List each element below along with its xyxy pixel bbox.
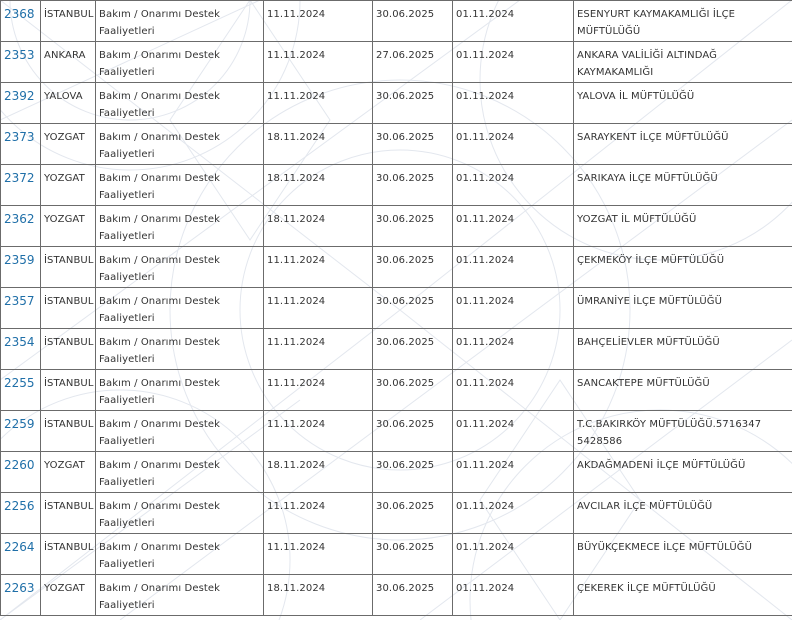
- end-date-cell-text: 30.06.2025: [376, 419, 435, 430]
- row-id-link[interactable]: 2354: [4, 335, 35, 349]
- end-date-cell-text: 27.06.2025: [376, 50, 435, 61]
- end-date-cell-text: 30.06.2025: [376, 460, 435, 471]
- province-cell-text: YOZGAT: [44, 460, 85, 471]
- activity-cell-text: Bakım / Onarımı Destek Faaliyetleri: [99, 419, 221, 447]
- end-date-cell-text: 30.06.2025: [376, 296, 435, 307]
- announce-date-cell: [453, 124, 574, 165]
- institution-cell-text: T.C.BAKIRKÖY MÜFTÜLÜĞÜ.5716347 5428586: [577, 419, 762, 447]
- start-date-cell-text: 11.11.2024: [267, 542, 326, 553]
- start-date-cell-text: 11.11.2024: [267, 91, 326, 102]
- institution-cell-text: BAHÇELİEVLER MÜFTÜLÜĞÜ: [577, 337, 720, 348]
- announce-date-cell: [453, 534, 574, 575]
- start-date-cell: [264, 575, 373, 616]
- row-id-link: [1, 370, 41, 411]
- end-date-cell: [373, 124, 453, 165]
- end-date-cell: [373, 575, 453, 616]
- activity-cell-text: Bakım / Onarımı Destek Faaliyetleri: [99, 542, 221, 570]
- activity-cell: [96, 1, 264, 42]
- end-date-cell: [373, 83, 453, 124]
- province-cell-text: İSTANBUL: [44, 296, 94, 307]
- start-date-cell-text: 11.11.2024: [267, 296, 326, 307]
- end-date-cell-text: 30.06.2025: [376, 378, 435, 389]
- row-id-link[interactable]: 2259: [4, 417, 35, 431]
- table-row: [1, 83, 792, 124]
- table-row: [1, 124, 792, 165]
- start-date-cell: [264, 329, 373, 370]
- institution-cell-text: AVCILAR İLÇE MÜFTÜLÜĞÜ: [577, 501, 713, 512]
- activity-cell: [96, 411, 264, 452]
- institution-cell: [574, 1, 792, 42]
- start-date-cell: [264, 1, 373, 42]
- start-date-cell: [264, 452, 373, 493]
- institution-cell-text: ÇEKMEKÖY İLÇE MÜFTÜLÜĞÜ: [577, 255, 725, 266]
- row-id-link: [1, 1, 41, 42]
- activity-cell: [96, 575, 264, 616]
- table-row: [1, 288, 792, 329]
- table-row: [1, 534, 792, 575]
- announce-date-cell: [453, 1, 574, 42]
- activity-cell-text: Bakım / Onarımı Destek Faaliyetleri: [99, 214, 221, 242]
- institution-cell: [574, 83, 792, 124]
- institution-cell-text: YALOVA İL MÜFTÜLÜĞÜ: [577, 91, 695, 102]
- end-date-cell-text: 30.06.2025: [376, 132, 435, 143]
- start-date-cell: [264, 247, 373, 288]
- institution-cell-text: SARAYKENT İLÇE MÜFTÜLÜĞÜ: [577, 132, 729, 143]
- start-date-cell: [264, 165, 373, 206]
- activity-cell-text: Bakım / Onarımı Destek Faaliyetleri: [99, 91, 221, 119]
- end-date-cell: [373, 329, 453, 370]
- start-date-cell-text: 11.11.2024: [267, 255, 326, 266]
- table-row: [1, 206, 792, 247]
- activity-cell: [96, 165, 264, 206]
- row-id-link: [1, 493, 41, 534]
- activity-cell: [96, 534, 264, 575]
- province-cell-text: İSTANBUL: [44, 378, 94, 389]
- institution-cell: [574, 411, 792, 452]
- activity-cell-text: Bakım / Onarımı Destek Faaliyetleri: [99, 9, 221, 37]
- table-row: [1, 575, 792, 616]
- announce-date-cell-text: 01.11.2024: [456, 460, 515, 471]
- end-date-cell-text: 30.06.2025: [376, 337, 435, 348]
- activity-cell-text: Bakım / Onarımı Destek Faaliyetleri: [99, 378, 221, 406]
- activity-cell: [96, 288, 264, 329]
- province-cell: [41, 452, 96, 493]
- province-cell: [41, 370, 96, 411]
- start-date-cell-text: 11.11.2024: [267, 419, 326, 430]
- announce-date-cell-text: 01.11.2024: [456, 91, 515, 102]
- row-id-link[interactable]: 2357: [4, 294, 35, 308]
- announce-date-cell: [453, 165, 574, 206]
- province-cell: [41, 206, 96, 247]
- start-date-cell: [264, 534, 373, 575]
- start-date-cell: [264, 83, 373, 124]
- institution-cell: [574, 247, 792, 288]
- start-date-cell: [264, 42, 373, 83]
- announce-date-cell: [453, 370, 574, 411]
- row-id-link[interactable]: 2368: [4, 7, 35, 21]
- province-cell: [41, 42, 96, 83]
- row-id-link: [1, 83, 41, 124]
- announce-date-cell-text: 01.11.2024: [456, 50, 515, 61]
- activity-cell-text: Bakım / Onarımı Destek Faaliyetleri: [99, 296, 221, 324]
- row-id-link[interactable]: 2264: [4, 540, 35, 554]
- announce-date-cell: [453, 411, 574, 452]
- province-cell: [41, 83, 96, 124]
- end-date-cell-text: 30.06.2025: [376, 91, 435, 102]
- table-row: [1, 1, 792, 42]
- row-id-link[interactable]: 2353: [4, 48, 35, 62]
- announce-date-cell-text: 01.11.2024: [456, 214, 515, 225]
- institution-cell-text: SARIKAYA İLÇE MÜFTÜLÜĞÜ: [577, 173, 718, 184]
- institution-cell: [574, 165, 792, 206]
- table-row: [1, 493, 792, 534]
- announce-date-cell-text: 01.11.2024: [456, 542, 515, 553]
- announce-date-cell: [453, 83, 574, 124]
- start-date-cell-text: 18.11.2024: [267, 460, 326, 471]
- announce-date-cell-text: 01.11.2024: [456, 337, 515, 348]
- province-cell: [41, 493, 96, 534]
- row-id-link: [1, 452, 41, 493]
- announce-date-cell-text: 01.11.2024: [456, 9, 515, 20]
- province-cell: [41, 1, 96, 42]
- row-id-link[interactable]: 2256: [4, 499, 35, 513]
- row-id-link[interactable]: 2359: [4, 253, 35, 267]
- province-cell: [41, 288, 96, 329]
- announce-date-cell: [453, 247, 574, 288]
- activity-cell: [96, 452, 264, 493]
- table-row: [1, 165, 792, 206]
- activity-cell-text: Bakım / Onarımı Destek Faaliyetleri: [99, 583, 221, 611]
- institution-cell: [574, 370, 792, 411]
- institution-cell-text: ANKARA VALİLİĞİ ALTINDAĞ KAYMAKAMLIĞI: [577, 50, 717, 78]
- province-cell-text: YOZGAT: [44, 173, 85, 184]
- announce-date-cell: [453, 575, 574, 616]
- announce-date-cell: [453, 329, 574, 370]
- activity-cell: [96, 83, 264, 124]
- activity-cell: [96, 329, 264, 370]
- institution-cell: [574, 124, 792, 165]
- end-date-cell-text: 30.06.2025: [376, 214, 435, 225]
- activity-cell-text: Bakım / Onarımı Destek Faaliyetleri: [99, 50, 221, 78]
- announce-date-cell-text: 01.11.2024: [456, 378, 515, 389]
- institution-cell-text: ÇEKEREK İLÇE MÜFTÜLÜĞÜ: [577, 583, 716, 594]
- end-date-cell: [373, 206, 453, 247]
- row-id-link: [1, 42, 41, 83]
- row-id-link: [1, 288, 41, 329]
- row-id-link[interactable]: 2255: [4, 376, 35, 390]
- end-date-cell: [373, 42, 453, 83]
- end-date-cell-text: 30.06.2025: [376, 255, 435, 266]
- activity-cell-text: Bakım / Onarımı Destek Faaliyetleri: [99, 132, 221, 160]
- start-date-cell: [264, 124, 373, 165]
- activity-cell-text: Bakım / Onarımı Destek Faaliyetleri: [99, 255, 221, 283]
- table-row: [1, 247, 792, 288]
- activity-cell: [96, 493, 264, 534]
- row-id-link[interactable]: 2372: [4, 171, 35, 185]
- activity-cell: [96, 42, 264, 83]
- activity-cell: [96, 370, 264, 411]
- announce-date-cell-text: 01.11.2024: [456, 255, 515, 266]
- activity-cell-text: Bakım / Onarımı Destek Faaliyetleri: [99, 173, 221, 201]
- institution-cell-text: ÜMRANİYE İLÇE MÜFTÜLÜĞÜ: [577, 296, 723, 307]
- institution-cell: [574, 206, 792, 247]
- activity-cell: [96, 247, 264, 288]
- table-row: [1, 411, 792, 452]
- province-cell: [41, 329, 96, 370]
- start-date-cell-text: 11.11.2024: [267, 337, 326, 348]
- institution-cell: [574, 42, 792, 83]
- row-id-link: [1, 534, 41, 575]
- end-date-cell: [373, 411, 453, 452]
- start-date-cell-text: 11.11.2024: [267, 378, 326, 389]
- activity-cell-text: Bakım / Onarımı Destek Faaliyetleri: [99, 460, 221, 488]
- end-date-cell: [373, 534, 453, 575]
- end-date-cell-text: 30.06.2025: [376, 501, 435, 512]
- start-date-cell: [264, 206, 373, 247]
- end-date-cell: [373, 452, 453, 493]
- announce-date-cell: [453, 452, 574, 493]
- end-date-cell-text: 30.06.2025: [376, 173, 435, 184]
- start-date-cell-text: 11.11.2024: [267, 9, 326, 20]
- announce-date-cell-text: 01.11.2024: [456, 132, 515, 143]
- province-cell-text: ANKARA: [44, 50, 86, 61]
- table-row: [1, 452, 792, 493]
- announce-date-cell-text: 01.11.2024: [456, 173, 515, 184]
- row-id-link[interactable]: 2373: [4, 130, 35, 144]
- activity-cell-text: Bakım / Onarımı Destek Faaliyetleri: [99, 501, 221, 529]
- table-row: [1, 370, 792, 411]
- province-cell: [41, 534, 96, 575]
- table-row: [1, 42, 792, 83]
- institution-cell-text: ESENYURT KAYMAKAMLIĞI İLÇE MÜFTÜLÜĞÜ: [577, 9, 736, 37]
- start-date-cell: [264, 411, 373, 452]
- province-cell-text: İSTANBUL: [44, 337, 94, 348]
- province-cell: [41, 247, 96, 288]
- start-date-cell: [264, 493, 373, 534]
- end-date-cell: [373, 165, 453, 206]
- announce-date-cell-text: 01.11.2024: [456, 501, 515, 512]
- row-id-link: [1, 329, 41, 370]
- announce-date-cell-text: 01.11.2024: [456, 296, 515, 307]
- province-cell-text: YOZGAT: [44, 132, 85, 143]
- institution-cell: [574, 329, 792, 370]
- province-cell-text: YOZGAT: [44, 583, 85, 594]
- institution-cell: [574, 534, 792, 575]
- start-date-cell: [264, 288, 373, 329]
- end-date-cell: [373, 247, 453, 288]
- province-cell-text: İSTANBUL: [44, 501, 94, 512]
- end-date-cell: [373, 493, 453, 534]
- end-date-cell-text: 30.06.2025: [376, 583, 435, 594]
- province-cell: [41, 575, 96, 616]
- end-date-cell-text: 30.06.2025: [376, 9, 435, 20]
- announce-date-cell: [453, 206, 574, 247]
- row-id-link: [1, 124, 41, 165]
- institution-cell-text: BÜYÜKÇEKMECE İLÇE MÜFTÜLÜĞÜ: [577, 542, 753, 553]
- row-id-link[interactable]: 2392: [4, 89, 35, 103]
- announce-date-cell: [453, 493, 574, 534]
- province-cell: [41, 165, 96, 206]
- start-date-cell-text: 18.11.2024: [267, 583, 326, 594]
- start-date-cell-text: 18.11.2024: [267, 132, 326, 143]
- province-cell-text: İSTANBUL: [44, 9, 94, 20]
- province-cell-text: YALOVA: [44, 91, 83, 102]
- province-cell-text: İSTANBUL: [44, 542, 94, 553]
- row-id-link: [1, 165, 41, 206]
- end-date-cell: [373, 1, 453, 42]
- row-id-link: [1, 411, 41, 452]
- row-id-link[interactable]: 2260: [4, 458, 35, 472]
- start-date-cell-text: 18.11.2024: [267, 173, 326, 184]
- activity-cell-text: Bakım / Onarımı Destek Faaliyetleri: [99, 337, 221, 365]
- end-date-cell-text: 30.06.2025: [376, 542, 435, 553]
- activity-cell: [96, 206, 264, 247]
- institution-cell-text: SANCAKTEPE MÜFTÜLÜĞÜ: [577, 378, 710, 389]
- announce-date-cell: [453, 288, 574, 329]
- start-date-cell-text: 11.11.2024: [267, 501, 326, 512]
- province-cell-text: İSTANBUL: [44, 255, 94, 266]
- end-date-cell: [373, 288, 453, 329]
- row-id-link: [1, 247, 41, 288]
- province-cell: [41, 124, 96, 165]
- start-date-cell-text: 18.11.2024: [267, 214, 326, 225]
- row-id-link: [1, 575, 41, 616]
- institution-cell-text: AKDAĞMADENİ İLÇE MÜFTÜLÜĞÜ: [577, 460, 746, 471]
- activity-cell: [96, 124, 264, 165]
- institution-cell: [574, 493, 792, 534]
- row-id-link[interactable]: 2362: [4, 212, 35, 226]
- province-cell-text: İSTANBUL: [44, 419, 94, 430]
- institution-cell-text: YOZGAT İL MÜFTÜLÜĞÜ: [577, 214, 697, 225]
- row-id-link[interactable]: 2263: [4, 581, 35, 595]
- table-row: [1, 329, 792, 370]
- announce-date-cell-text: 01.11.2024: [456, 583, 515, 594]
- province-cell-text: YOZGAT: [44, 214, 85, 225]
- start-date-cell: [264, 370, 373, 411]
- row-id-link: [1, 206, 41, 247]
- end-date-cell: [373, 370, 453, 411]
- institution-cell: [574, 575, 792, 616]
- announce-date-cell: [453, 42, 574, 83]
- province-cell: [41, 411, 96, 452]
- institution-cell: [574, 288, 792, 329]
- start-date-cell-text: 11.11.2024: [267, 50, 326, 61]
- announce-date-cell-text: 01.11.2024: [456, 419, 515, 430]
- institution-cell: [574, 452, 792, 493]
